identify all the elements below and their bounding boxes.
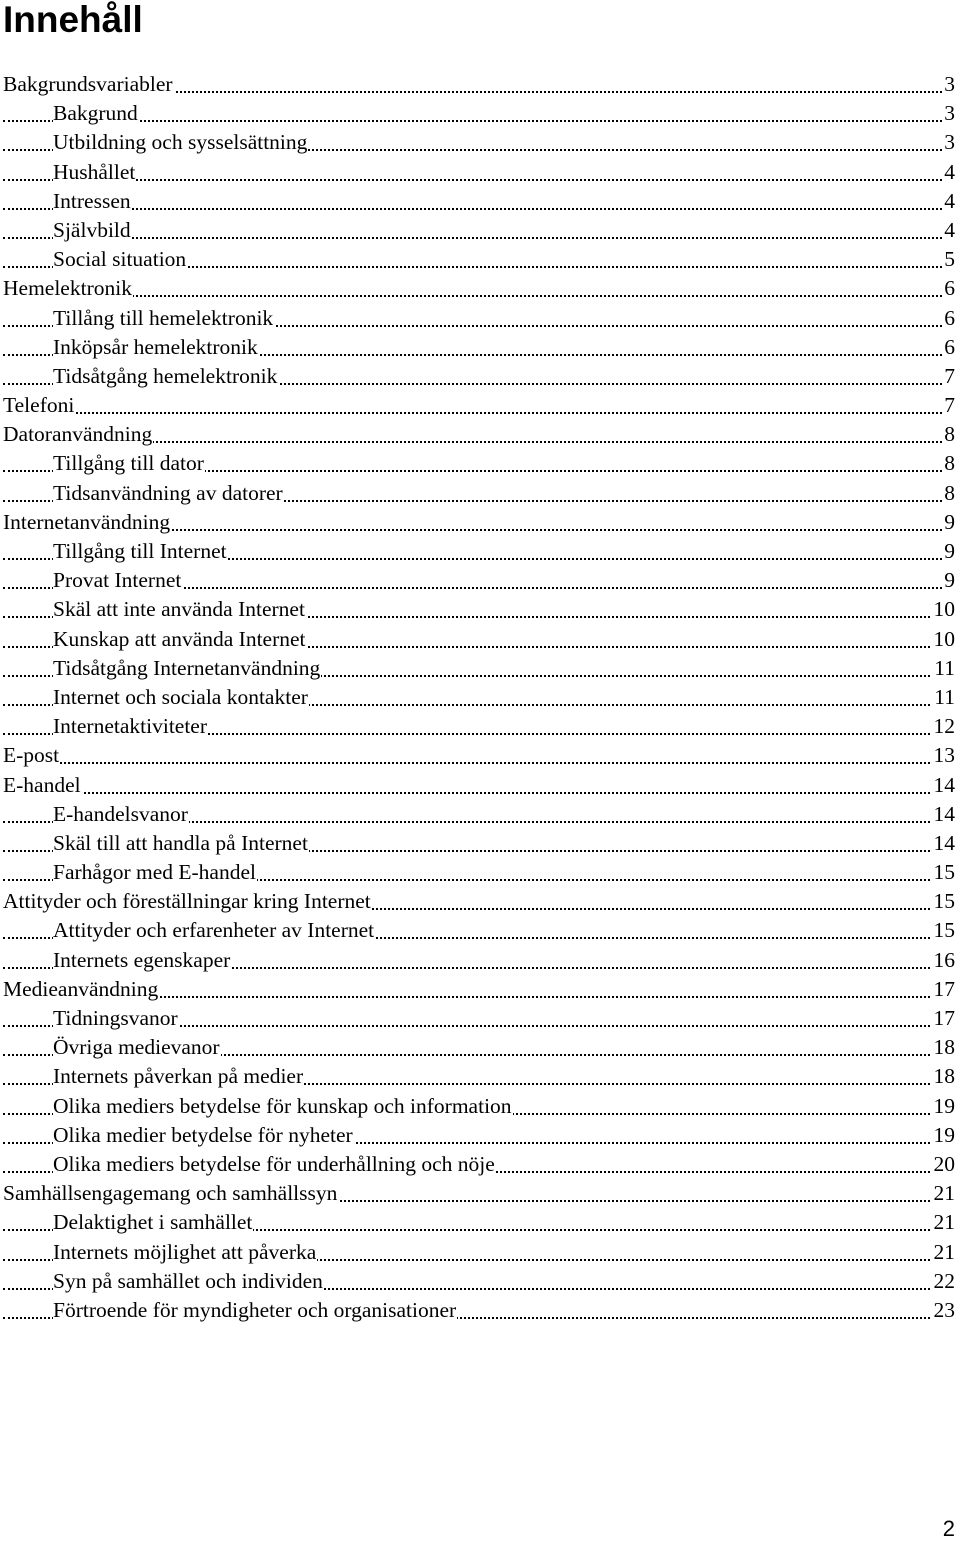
- toc-entry-page: 3: [942, 70, 955, 99]
- page-title: Innehåll: [3, 0, 143, 40]
- toc-entry-page: 18: [932, 1062, 956, 1091]
- toc-entry[interactable]: [0, 916, 960, 945]
- table-of-contents: [0, 70, 960, 1325]
- toc-entry[interactable]: [0, 1062, 960, 1091]
- toc-entry[interactable]: [0, 1150, 960, 1179]
- toc-entry-page: 13: [932, 741, 956, 770]
- toc-entry-label: Intressen: [53, 187, 132, 216]
- toc-entry-page: 4: [942, 216, 955, 245]
- toc-entry-label: Olika mediers betydelse för kunskap och information: [53, 1092, 513, 1121]
- toc-entry[interactable]: [0, 420, 960, 449]
- toc-entry-label: Tillgång till dator: [53, 449, 205, 478]
- dot-leader: [3, 295, 950, 297]
- toc-entry[interactable]: [0, 391, 960, 420]
- toc-entry-page: 8: [942, 449, 955, 478]
- toc-entry-page: 15: [932, 916, 956, 945]
- toc-entry-label: Olika medier betydelse för nyheter: [53, 1121, 354, 1150]
- toc-entry[interactable]: [0, 1004, 960, 1033]
- toc-entry-label: Internet och sociala kontakter: [53, 683, 309, 712]
- toc-entry-page: 17: [932, 1004, 956, 1033]
- toc-entry-page: 6: [942, 333, 955, 362]
- toc-entry-page: 4: [942, 158, 955, 187]
- toc-entry[interactable]: [0, 537, 960, 566]
- toc-entry-label: Inköpsår hemelektronik: [53, 333, 259, 362]
- toc-entry[interactable]: [0, 683, 960, 712]
- toc-entry[interactable]: [0, 1033, 960, 1062]
- toc-entry-page: 14: [932, 771, 956, 800]
- toc-entry-label: Internets egenskaper: [53, 946, 231, 975]
- toc-entry[interactable]: [0, 1267, 960, 1296]
- toc-entry-label: Provat Internet: [53, 566, 182, 595]
- toc-entry[interactable]: [0, 858, 960, 887]
- toc-entry-label: Skäl att inte använda Internet: [53, 595, 306, 624]
- toc-entry[interactable]: [0, 1238, 960, 1267]
- toc-entry-label: Utbildning och sysselsättning: [53, 128, 308, 157]
- toc-entry-label: Internetaktiviteter: [53, 712, 208, 741]
- toc-entry-page: 15: [932, 858, 956, 887]
- toc-entry[interactable]: [0, 304, 960, 333]
- toc-entry[interactable]: [0, 1208, 960, 1237]
- toc-entry-page: 9: [942, 508, 955, 537]
- toc-entry[interactable]: [0, 1296, 960, 1325]
- toc-entry[interactable]: [0, 245, 960, 274]
- dot-leader: [3, 237, 950, 239]
- toc-entry-label: Samhällsengagemang och samhällssyn: [3, 1179, 338, 1208]
- toc-entry[interactable]: [0, 274, 960, 303]
- toc-entry-page: 6: [942, 274, 955, 303]
- toc-entry-label: E-handelsvanor: [53, 800, 189, 829]
- toc-entry[interactable]: [0, 333, 960, 362]
- toc-entry[interactable]: [0, 741, 960, 770]
- toc-entry-page: 8: [942, 420, 955, 449]
- toc-entry[interactable]: [0, 187, 960, 216]
- toc-entry[interactable]: [0, 975, 960, 1004]
- toc-entry-label: Hemelektronik: [3, 274, 133, 303]
- toc-entry-label: Olika mediers betydelse för underhållning och nöje: [53, 1150, 496, 1179]
- toc-entry-page: 14: [932, 829, 956, 858]
- toc-entry-label: Delaktighet i samhället: [53, 1208, 253, 1237]
- toc-entry-page: 8: [942, 479, 955, 508]
- toc-entry-page: 22: [932, 1267, 956, 1296]
- toc-entry-label: Kunskap att använda Internet: [53, 625, 307, 654]
- dot-leader: [3, 792, 950, 794]
- toc-entry-label: Tidsanvändning av datorer: [53, 479, 284, 508]
- toc-entry-page: 14: [932, 800, 956, 829]
- toc-entry-page: 20: [932, 1150, 956, 1179]
- toc-entry[interactable]: [0, 99, 960, 128]
- toc-entry[interactable]: [0, 508, 960, 537]
- toc-entry-page: 19: [932, 1121, 956, 1150]
- toc-entry-label: Hushållet: [53, 158, 136, 187]
- toc-entry[interactable]: [0, 1092, 960, 1121]
- toc-entry[interactable]: [0, 654, 960, 683]
- toc-entry-label: Attityder och föreställningar kring Internet: [3, 887, 372, 916]
- page-number: 2: [942, 1516, 955, 1541]
- toc-entry-page: 3: [942, 99, 955, 128]
- toc-entry[interactable]: [0, 946, 960, 975]
- toc-entry-label: Förtroende för myndigheter och organisationer: [53, 1296, 457, 1325]
- toc-entry-label: Övriga medievanor: [53, 1033, 221, 1062]
- toc-entry[interactable]: [0, 158, 960, 187]
- dot-leader: [3, 120, 950, 122]
- toc-entry-label: Tidningsvanor: [53, 1004, 179, 1033]
- toc-entry-label: Syn på samhället och individen: [53, 1267, 324, 1296]
- dot-leader: [3, 208, 950, 210]
- toc-entry-label: Självbild: [53, 216, 132, 245]
- toc-entry-page: 11: [932, 654, 955, 683]
- toc-entry[interactable]: [0, 128, 960, 157]
- toc-entry[interactable]: [0, 800, 960, 829]
- toc-entry-page: 6: [942, 304, 955, 333]
- toc-entry[interactable]: [0, 70, 960, 99]
- toc-entry-page: 18: [932, 1033, 956, 1062]
- toc-entry-label: Tillång till hemelektronik: [53, 304, 274, 333]
- toc-entry-page: 21: [932, 1179, 956, 1208]
- toc-entry-page: 17: [932, 975, 956, 1004]
- toc-entry[interactable]: [0, 1121, 960, 1150]
- toc-entry-label: Bakgrund: [53, 99, 139, 128]
- toc-entry-page: 9: [942, 566, 955, 595]
- toc-entry[interactable]: [0, 771, 960, 800]
- toc-entry-label: Social situation: [53, 245, 187, 274]
- toc-entry-page: 21: [932, 1208, 956, 1237]
- toc-entry-label: Medieanvändning: [3, 975, 159, 1004]
- toc-entry-label: Internets möjlighet att påverka: [53, 1238, 317, 1267]
- toc-entry-label: E-post: [3, 741, 60, 770]
- toc-entry[interactable]: [0, 362, 960, 391]
- dot-leader: [3, 762, 950, 764]
- toc-entry-label: Tillgång till Internet: [53, 537, 228, 566]
- toc-entry[interactable]: [0, 625, 960, 654]
- toc-entry-label: Bakgrundsvariabler: [3, 70, 174, 99]
- toc-entry-label: Datoranvändning: [3, 420, 153, 449]
- toc-entry-page: 7: [942, 391, 955, 420]
- toc-entry[interactable]: [0, 887, 960, 916]
- toc-entry-page: 4: [942, 187, 955, 216]
- toc-entry-label: Skäl till att handla på Internet: [53, 829, 309, 858]
- toc-entry-label: Tidsåtgång hemelektronik: [53, 362, 278, 391]
- toc-entry-page: 5: [942, 245, 955, 274]
- toc-entry[interactable]: [0, 449, 960, 478]
- toc-entry-page: 10: [932, 595, 956, 624]
- toc-entry-label: Internets påverkan på medier: [53, 1062, 304, 1091]
- toc-entry-page: 15: [932, 887, 956, 916]
- toc-entry-label: Internetanvändning: [3, 508, 171, 537]
- toc-entry-page: 12: [932, 712, 956, 741]
- toc-entry-page: 3: [942, 128, 955, 157]
- toc-entry-page: 16: [932, 946, 956, 975]
- toc-entry[interactable]: [0, 566, 960, 595]
- toc-entry-label: E-handel: [3, 771, 82, 800]
- toc-entry-page: 9: [942, 537, 955, 566]
- toc-entry[interactable]: [0, 595, 960, 624]
- toc-entry-page: 11: [932, 683, 955, 712]
- dot-leader: [3, 412, 950, 414]
- dot-leader: [3, 179, 950, 181]
- toc-entry-page: 10: [932, 625, 956, 654]
- toc-entry[interactable]: [0, 479, 960, 508]
- toc-entry-label: Farhågor med E-handel: [53, 858, 257, 887]
- toc-entry-page: 19: [932, 1092, 956, 1121]
- toc-entry-label: Tidsåtgång Internetanvändning: [53, 654, 321, 683]
- toc-entry[interactable]: [0, 712, 960, 741]
- toc-entry[interactable]: [0, 1179, 960, 1208]
- toc-entry[interactable]: [0, 216, 960, 245]
- toc-entry-label: Attityder och erfarenheter av Internet: [53, 916, 375, 945]
- toc-entry-page: 21: [932, 1238, 956, 1267]
- toc-entry-page: 23: [932, 1296, 956, 1325]
- toc-entry-page: 7: [942, 362, 955, 391]
- toc-entry[interactable]: [0, 829, 960, 858]
- toc-entry-label: Telefoni: [3, 391, 75, 420]
